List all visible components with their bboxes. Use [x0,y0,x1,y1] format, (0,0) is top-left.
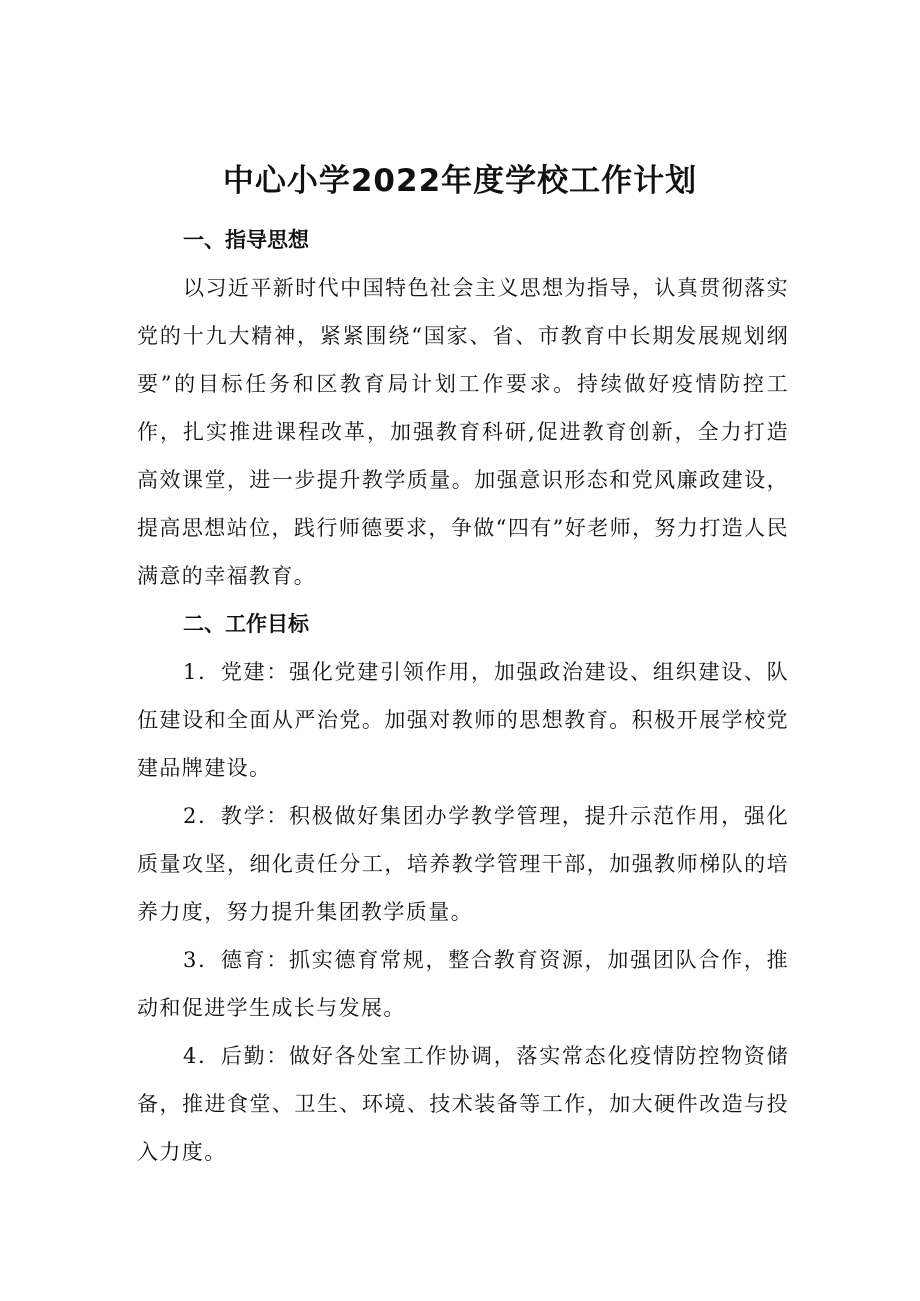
section-heading-work-goals: 二、工作目标 [183,612,309,636]
work-goal-teaching: 2．教学：积极做好集团办学教学管理，提升示范作用，强化质量攻坚，细化责任分工，培养教学管理干部，加强教师梯队的培养力度，努力提升集团教学质量。 [137,804,789,924]
work-goal-moral-education: 3．德育：抓实德育常规，整合教育资源，加强团队合作，推动和促进学生成长与发展。 [137,948,789,1020]
guiding-ideology-paragraph: 以习近平新时代中国特色社会主义思想为指导，认真贯彻落实党的十九大精神，紧紧围绕“国家、省、市教育中长期发展规划纲要”的目标任务和区教育局计划工作要求。持续做好疫情防控工作，扎实推进课程改革，加强教育科研,促进教育创新，全力打造高效课堂，进一步提升教学质量。加强意识形态和党风廉政建设，提高思想站位，践行师德要求，争做“四有”好老师，努力打造人民满意的幸福教育。 [137,276,789,588]
document-title: 中心小学2022年度学校工作计划 [222,162,698,199]
section-heading-guiding-ideology: 一、指导思想 [183,228,309,252]
work-goal-party-building: 1．党建：强化党建引领作用，加强政治建设、组织建设、队伍建设和全面从严治党。加强对教师的思想教育。积极开展学校党建品牌建设。 [137,660,789,780]
document-body [137,216,789,1176]
work-goal-logistics: 4．后勤：做好各处室工作协调，落实常态化疫情防控物资储备，推进食堂、卫生、环境、技术装备等工作，加大硬件改造与投入力度。 [137,1044,789,1164]
